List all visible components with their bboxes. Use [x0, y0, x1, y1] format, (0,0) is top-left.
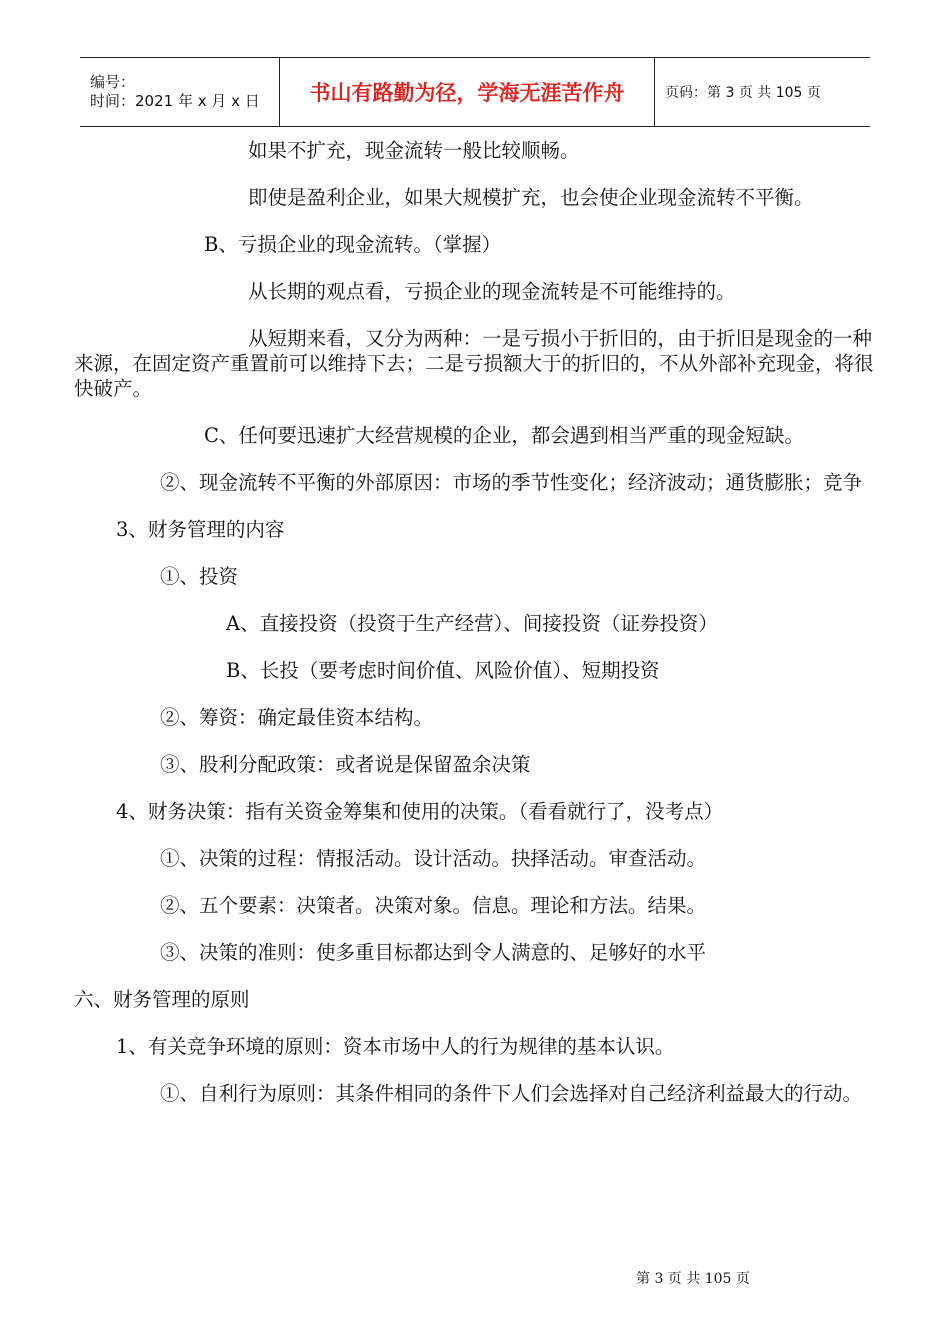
paragraph: ①、决策的过程：情报活动。设计活动。抉择活动。审查活动。 [160, 847, 707, 870]
time-label: 时间：2021 年 x 月 x 日 [90, 92, 260, 110]
paragraph: 如果不扩充，现金流转一般比较顺畅。 [248, 139, 580, 162]
paragraph: ①、投资 [160, 565, 239, 588]
paragraph: ③、决策的准则：使多重目标都达到令人满意的、足够好的水平 [160, 941, 707, 964]
paragraph: A、直接投资（投资于生产经营）、间接投资（证券投资） [226, 612, 718, 635]
paragraph: 3、财务管理的内容 [116, 518, 285, 541]
paragraph: ②、筹资：确定最佳资本结构。 [160, 706, 434, 729]
page-footer: 第 3 页 共 105 页 [636, 1271, 750, 1287]
paragraph: 1、有关竞争环境的原则：资本市场中人的行为规律的基本认识。 [116, 1035, 675, 1058]
page-header [80, 57, 870, 127]
document-body [74, 138, 884, 1128]
paragraph: ③、股利分配政策：或者说是保留盈余决策 [160, 753, 531, 776]
paragraph: ②、现金流转不平衡的外部原因：市场的季节性变化；经济波动；通货膨胀；竞争 [160, 471, 863, 494]
paragraph: 即使是盈利企业，如果大规模扩充，也会使企业现金流转不平衡。 [248, 186, 814, 209]
header-motto: 书山有路勤为径，学海无涯苦作舟 [280, 58, 655, 126]
paragraph: C、任何要迅速扩大经营规模的企业，都会遇到相当严重的现金短缺。 [204, 424, 804, 447]
header-page-info: 页码：第 3 页 共 105 页 [665, 85, 821, 101]
paragraph: ②、五个要素：决策者。决策对象。信息。理论和方法。结果。 [160, 894, 707, 917]
paragraph: B、亏损企业的现金流转。（掌握） [204, 233, 502, 256]
paragraph: 六、财务管理的原则 [74, 988, 250, 1011]
paragraph: 从长期的观点看，亏损企业的现金流转是不可能维持的。 [248, 280, 736, 303]
paragraph: ①、自利行为原则：其条件相同的条件下人们会选择对自己经济利益最大的行动。 [160, 1082, 863, 1105]
paragraph: 从短期来看，又分为两种：一是亏损小于折旧的，由于折旧是现金的一种来源，在固定资产重置前可以维持下去；二是亏损额大于的折旧的，不从外部补充现金，将很快破产。 [74, 327, 874, 400]
paragraph: 4、财务决策：指有关资金筹集和使用的决策。（看看就行了，没考点） [116, 800, 724, 823]
paragraph: B、长投（要考虑时间价值、风险价值）、短期投资 [226, 659, 660, 682]
number-label: 编号： [90, 73, 136, 91]
header-meta [80, 58, 280, 126]
